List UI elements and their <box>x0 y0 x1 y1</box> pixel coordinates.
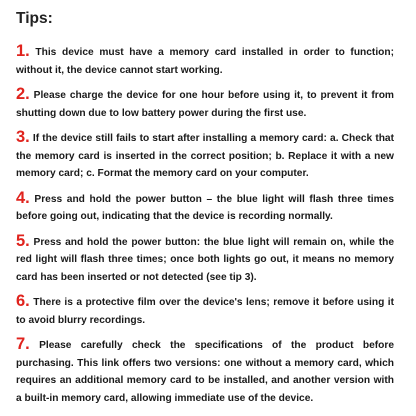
tip-item-6 <box>16 293 394 329</box>
tip-text: Please carefully check the specifications of the product before purchasing. This link offers two versions: one without a memory card, which requires an additional memory card to be installed, and another version with a built-in memory card, allowing immediate use of the device. <box>16 340 394 404</box>
tip-item-2 <box>16 86 394 122</box>
tip-item-7 <box>16 336 394 407</box>
tip-text: If the device still fails to start after installing a memory card: a. Check that the memory card is inserted in the correct position; b. Replace it with a new memory card; c. Format the memory card on your computer. <box>16 133 394 179</box>
tip-text: There is a protective film over the device's lens; remove it before using it to avoid blurry recordings. <box>16 297 394 326</box>
tip-number: 5. <box>16 231 30 250</box>
tip-text: Press and hold the power button: the blue light will remain on, while the red light will flash three times; once both lights go out, it means no memory card has been inserted or not detected (see tip 3). <box>16 236 394 283</box>
tip-item-4 <box>16 190 394 226</box>
tip-item-1 <box>16 43 394 79</box>
tip-number: 7. <box>16 335 30 353</box>
tip-item-3 <box>16 129 394 183</box>
tip-number: 3. <box>16 128 30 146</box>
tip-number: 4. <box>16 188 30 207</box>
tip-number: 6. <box>16 292 30 310</box>
tip-text: This device must have a memory card installed in order to function; without it, the device cannot start working. <box>16 47 394 76</box>
tip-text: Please charge the device for one hour before using it, to prevent it from shutting down due to low battery power during the first use. <box>16 90 394 119</box>
tip-number: 2. <box>16 85 30 103</box>
page-title: Tips: <box>16 10 53 27</box>
tip-item-5 <box>16 233 394 287</box>
tip-number: 1. <box>16 42 30 60</box>
tip-text: Press and hold the power button – the blue light will flash three times before going out, indicating that the device is recording normally. <box>16 193 394 222</box>
